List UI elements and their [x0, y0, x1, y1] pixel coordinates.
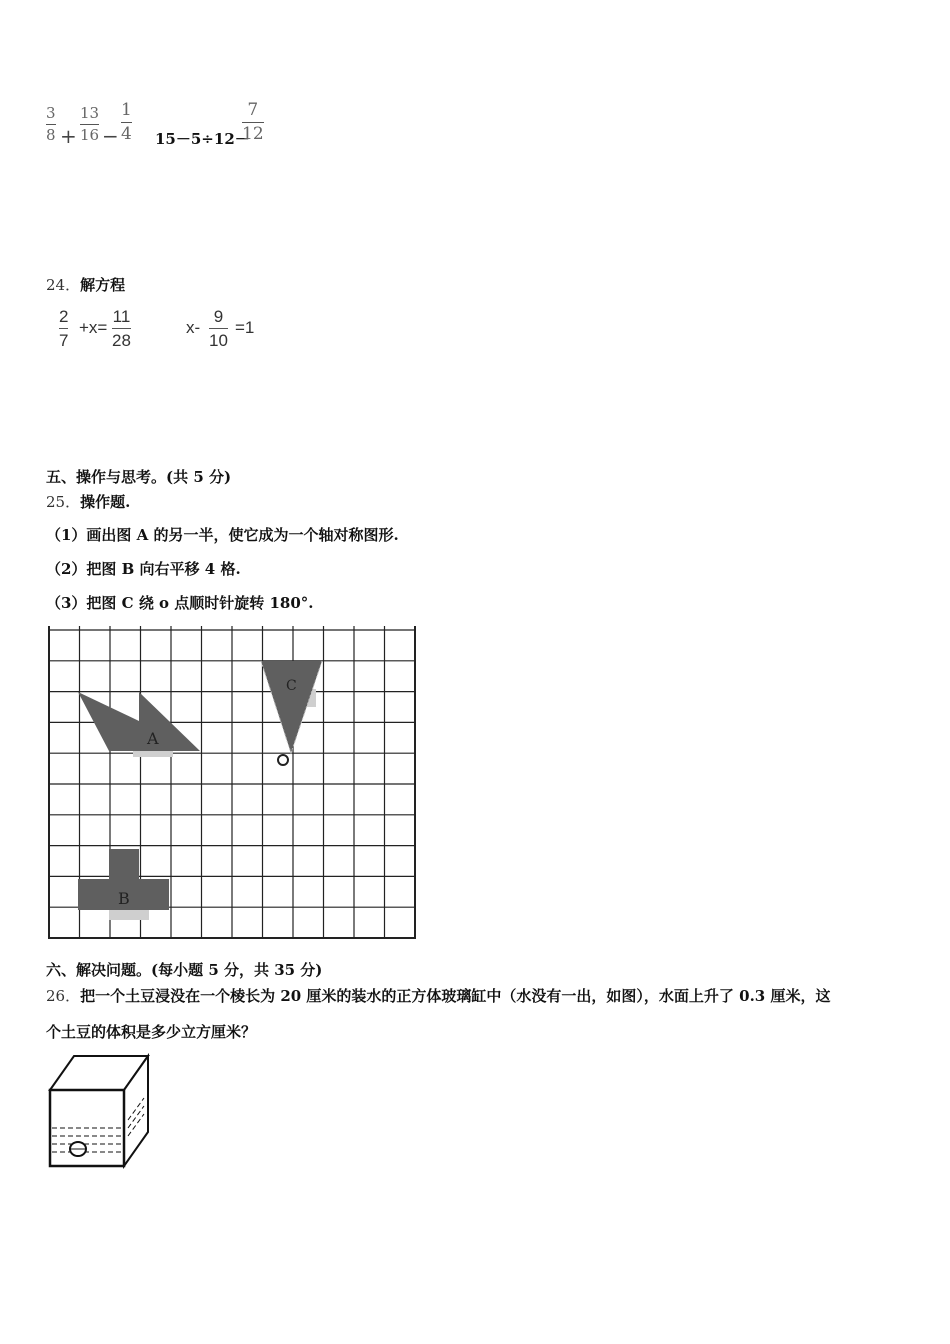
shape-a-left-piece: [78, 692, 139, 751]
shape-c: [261, 661, 322, 765]
shape-b-top: [109, 849, 139, 879]
shape-b-label: B: [118, 889, 130, 908]
grid-figure: [48, 626, 423, 944]
fraction-bar: [112, 328, 131, 329]
numerator: 1: [121, 100, 132, 120]
numerator: 3: [46, 104, 56, 122]
question-number: 25．: [46, 493, 81, 511]
shape-b: [78, 849, 169, 920]
shape-c-label: C: [286, 678, 297, 694]
plus-operator: +: [60, 124, 77, 148]
q25-item-2: （2）把图 B 向右平移 4 格.: [46, 560, 241, 578]
fraction-bar: [242, 122, 264, 123]
denominator: 7: [59, 331, 69, 350]
fraction-bar: [46, 124, 56, 125]
fraction-13-16: [80, 106, 99, 143]
denominator: 28: [112, 331, 131, 350]
equation-suffix: =1: [235, 318, 255, 337]
denominator: 4: [121, 124, 132, 144]
q25-heading: [46, 491, 130, 512]
question-text: 把一个土豆浸没在一个棱长为 20 厘米的装水的正方体玻璃缸中（水没有一出，如图），水面上升了 0.3 厘米，这: [80, 987, 831, 1005]
numerator: 7: [247, 100, 259, 120]
equation-middle: +x=: [79, 318, 108, 337]
glass-cube-figure: [46, 1052, 152, 1170]
fraction-3-8: [46, 106, 56, 143]
numerator: 9: [213, 307, 224, 326]
question-number: 24．: [46, 276, 81, 294]
shape-a-label: A: [147, 729, 159, 748]
point-o-marker: [278, 755, 288, 765]
fraction-9-10: [209, 308, 228, 349]
numerator: 11: [112, 307, 131, 326]
equation-prefix: x-: [186, 318, 201, 337]
fraction-1-4: [121, 102, 132, 143]
section5-heading: 五、操作与思考。(共 5 分): [46, 468, 232, 486]
q26-line-2: 个土豆的体积是多少立方厘米？: [46, 1023, 257, 1041]
fraction-11-28: [112, 308, 131, 349]
denominator: 12: [242, 124, 264, 144]
fraction-bar: [80, 124, 99, 125]
fraction-7-12: [242, 102, 264, 143]
fraction-bar: [59, 328, 68, 329]
fraction-bar: [209, 328, 228, 329]
denominator: 16: [80, 126, 100, 144]
shape-a: [78, 692, 200, 757]
fraction-2-7: [59, 308, 68, 349]
section6-heading: 六、解决问题。(每小题 5 分，共 35 分): [46, 961, 323, 979]
denominator: 10: [209, 331, 228, 350]
shape-b-shadow: [109, 910, 149, 920]
expression-prefix: 15－5÷12－: [155, 130, 250, 148]
question-number: 26．: [46, 987, 81, 1005]
fraction-bar: [121, 122, 132, 123]
q26-line-1: [46, 985, 830, 1006]
minus-operator: −: [102, 124, 119, 148]
question-title: 解方程: [80, 276, 126, 294]
q25-item-1: （1）画出图 A 的另一半，使它成为一个轴对称图形.: [46, 526, 399, 544]
q24-heading: [46, 274, 125, 295]
question-title: 操作题.: [80, 493, 131, 511]
numerator: 2: [59, 307, 69, 326]
numerator: 13: [80, 104, 100, 122]
q25-item-3: （3）把图 C 绕 o 点顺时针旋转 180°.: [46, 594, 314, 612]
denominator: 8: [46, 126, 56, 144]
